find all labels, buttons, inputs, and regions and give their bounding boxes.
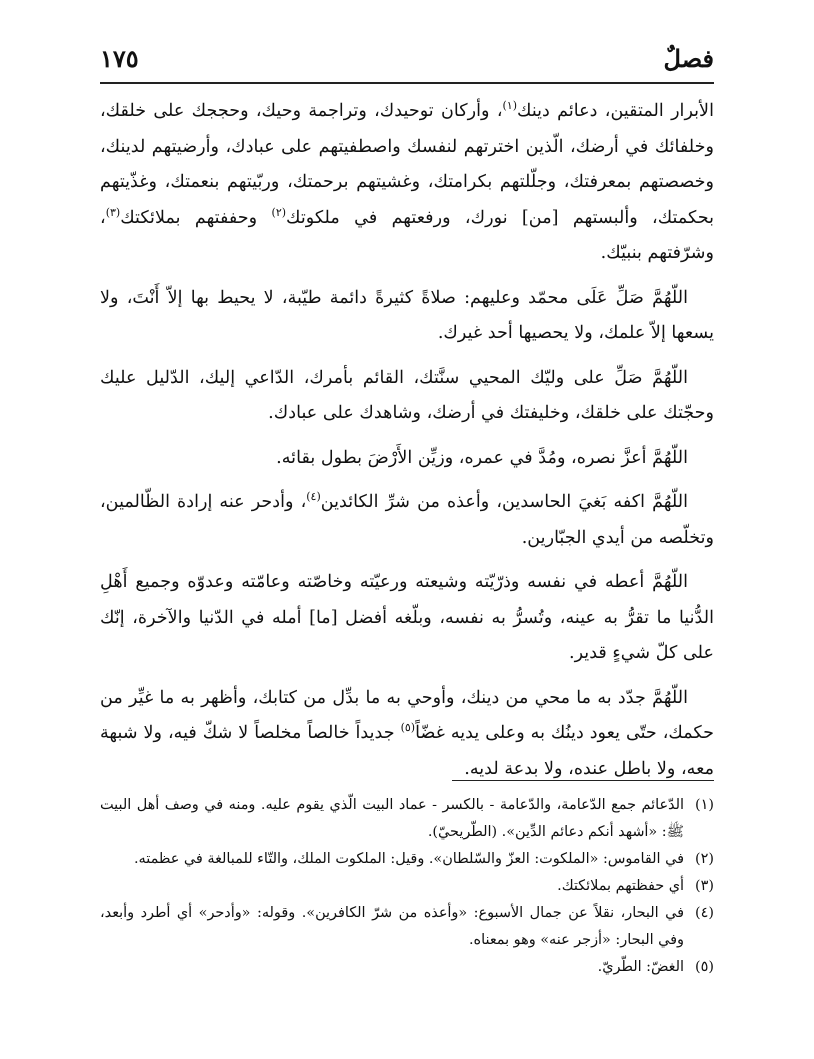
paragraph: اللّهُمَّ أعزَّ نصره، ومُدَّ في عمره، وزيِّن الأَرْضَ بطول بقائه. (276, 447, 688, 468)
footnote-ref: (١) (502, 99, 518, 113)
footnote-ref: (٤) (306, 490, 321, 504)
footnote-number: (٢) (695, 851, 714, 867)
footnote-ref: (٢) (271, 205, 287, 219)
main-text (100, 94, 714, 796)
paragraph: اللّهُمَّ جدّد به ما محي من دينك، وأوحي به ما بدِّل من كتابك، وأظهر به ما غيِّر من حكمك، حتّى يعود دينُك به وعلى يديه غضّاً$^{(٥)}$ جديداً خالصاً مخلصاً لا شكّ فيه، ولا شبهة معه، ولا باطل عنده، ولا بدعة لديه. (100, 687, 714, 779)
footnote-number: (٣) (695, 878, 714, 894)
paragraph: الأبرار المتقين، دعائم دينك$^{(١)}$، وأركان توحيدك، وتراجمة وحيك، وحججك على خلقك، وخلفائك في أرضك، الّذين اخترتهم لنفسك واصطفيتهم على عبادك، وأرضيتهم لدينك، وخصصتهم بمعرفتك، وجلّلتهم بكرامتك، وغشيتهم برحمتك، وربّيتهم بنعمتك، وغذّيتهم بحكمتك، وألبستهم [من] نورك، ورفعتهم في ملكوتك$^{(٢)}$ وحففتهم بملائكتك$^{(٣)}$، وشرّفتهم بنبيّك. (100, 99, 714, 263)
footnote (100, 846, 714, 873)
chapter-title: فصلٌ (663, 44, 714, 73)
footnote-separator (452, 780, 714, 781)
paragraph: اللّهُمَّ اكفه بَغيَ الحاسدين، وأعذه من شرِّ الكائدين$^{(٤)}$، وأدحر عنه إرادة الظّالمين، وتخلّصه من أيدي الجبّارين. (100, 490, 714, 548)
paragraph: اللّهُمَّ صَلِّ عَلَى محمّد وعليهم: صلاةً كثيرةً دائمة طيّبة، لا يحيط بها إلاّ أَنْتَ، ولا يسعها إلاّ علمك، ولا يحصيها أحد غيرك. (100, 287, 714, 343)
footnote-text: أي حفظتهم بملائكتك. (557, 878, 684, 894)
footnote-number: (٤) (695, 905, 714, 921)
paragraph: اللّهُمَّ صَلِّ على وليّك المحيي سنَّتك، القائم بأمرك، الدّاعي إليك، الدّليل عليك وحجّتك على خلقك، وخليفتك في أرضك، وشاهدك على عبادك. (100, 367, 714, 423)
footnote (100, 792, 714, 846)
footnote (100, 900, 714, 954)
footnote-text: في القاموس: «الملكوت: العزّ والسّلطان». وقيل: الملكوت الملك، والتّاء للمبالغة في عظمته. (133, 851, 684, 867)
footnote-number: (١) (695, 797, 714, 813)
footnote (100, 954, 714, 981)
footnotes (100, 792, 714, 981)
footnote-ref: (٣) (105, 205, 121, 219)
footnote-text: الدّعائم جمع الدّعامة، والدّعامة - بالكسر - عماد البيت الّذي يقوم عليه. ومنه في وصف أهل البيت ﷺ: «أشهد أنكم دعائم الدِّين». (الطّريحيّ). (100, 797, 684, 840)
paragraph: اللّهُمَّ أعطه في نفسه وذرّيّته وشيعته ورعيّته وخاصّته وعامّته وعدوّه وجميع أَهْلِ الدُّنيا ما تقرُّ به عينه، وتُسرُّ به نفسه، وبلّغه أفضل [ما] أمله في الدّنيا والآخرة، إنّك على كلّ شيءٍ قدير. (100, 572, 714, 663)
footnote-text: الغضّ: الطّريّ. (597, 959, 684, 975)
footnote-ref: (٥) (400, 721, 416, 735)
footnote-number: (٥) (695, 959, 714, 975)
page-number: ١٧٥ (100, 44, 139, 73)
footnote-text: في البحار، نقلاً عن جمال الأسبوع: «وأعذه من شرّ الكافرين». وقوله: «وأدحر» أي أطرد وأبعد، وفي البحار: «أزجر عنه» وهو بمعناه. (100, 905, 684, 948)
footnote (100, 873, 714, 900)
running-header (100, 42, 714, 84)
